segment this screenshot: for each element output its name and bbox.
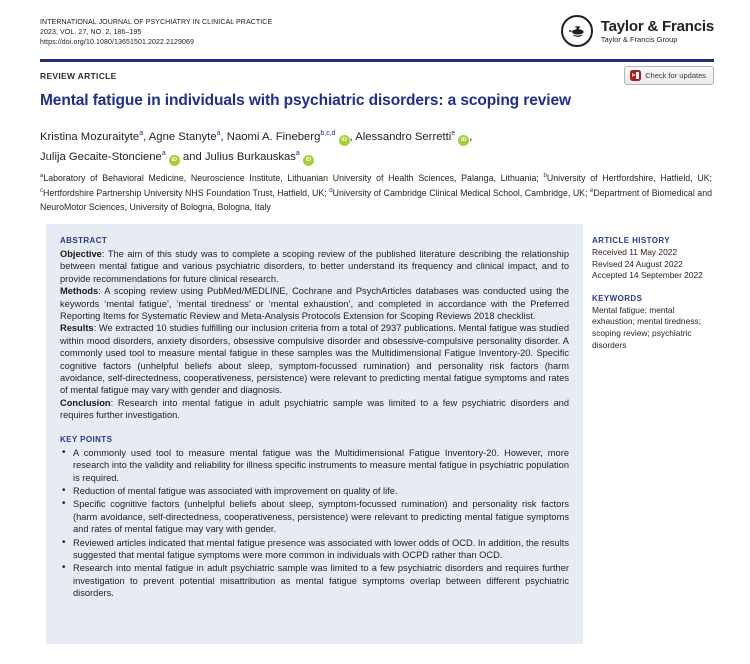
abstract-conclusion (60, 397, 569, 422)
affiliations (40, 170, 712, 214)
journal-issue: 2023, VOL. 27, NO. 2, 186–195 (40, 29, 142, 36)
article-history (592, 236, 712, 282)
history-accepted: Accepted 14 September 2022 (592, 270, 703, 281)
author-affil-sup: e (451, 130, 456, 137)
affiliation-text: Hertfordshire Partnership University NHS Foundation Trust, Hatfield, UK; (43, 188, 330, 199)
author-line-2 (40, 146, 700, 166)
abstract-lead: Methods (60, 286, 99, 297)
abstract-objective (60, 248, 569, 285)
abstract-box (46, 224, 583, 644)
publisher-name: Taylor & Francis (600, 17, 714, 35)
abstract-methods (60, 285, 569, 322)
page-title: Mental fatigue in individuals with psychiatric disorders: a scoping review (40, 92, 571, 109)
article-type-label: REVIEW ARTICLE (40, 71, 117, 81)
affiliation-text: University of Cambridge Clinical Medical School, Cambridge, UK; (332, 188, 591, 199)
affiliation-sup: a (40, 173, 44, 179)
key-point-item: • Specific cognitive factors (unhelpful beliefs about sleep, symptom-focussed rumination) and personality risk factors (harm avoidance, self-directedness, cooperativeness, persistence) were relevant to predicting mental fatigue symptoms and rates of mental fatigue may vary with gender. (60, 498, 569, 535)
taylor-francis-logo (561, 15, 714, 47)
journal-name: INTERNATIONAL JOURNAL OF PSYCHIATRY IN CLINICAL PRACTICE (40, 19, 273, 26)
key-points-heading: KEY POINTS (60, 434, 113, 444)
crossmark-icon (630, 70, 641, 81)
author-separator: , (143, 130, 149, 143)
article-meta-sidebar (592, 236, 712, 351)
orcid-icon[interactable]: iD (169, 155, 180, 166)
key-points-list (60, 447, 569, 600)
author-separator: , (220, 130, 227, 143)
publisher-group: Taylor & Francis Group (600, 34, 678, 44)
author-name: Kristina Mozuraityte (40, 130, 140, 143)
key-point-item: • Research into mental fatigue in adult psychiatric sample was limited to a few psychiatric disorders and requires further investigation to prevent potential misattribution as mental fatigue symptoms overlap between different psychiatric disorders. (60, 562, 569, 599)
check-for-updates-button[interactable] (624, 66, 714, 85)
abstract-lead: Objective (60, 249, 102, 259)
keywords-text: Mental fatigue; mental exhaustion; mental tiredness; scoping review; psychiatric disorders (592, 304, 701, 350)
abstract-lead: Results (60, 323, 94, 334)
author-name: Julius Burkauskas (204, 150, 296, 163)
author-separator: , (349, 130, 356, 143)
author-name: Naomi A. Fineberg (226, 130, 321, 143)
affiliation-sup: e (590, 188, 594, 195)
affiliation-sup: d (329, 188, 333, 195)
affiliation-text: Department of Biomedical and NeuroMotor Sciences, University of Bologna, Bologna, Italy (40, 188, 712, 212)
author-affil-sup: a (216, 130, 221, 137)
affiliation-sup: c (40, 188, 43, 195)
journal-info (40, 18, 272, 48)
abstract-heading: ABSTRACT (60, 236, 108, 245)
taylor-francis-logo-icon (561, 15, 593, 47)
doi-link[interactable]: https://doi.org/10.1080/13651501.2022.2129069 (40, 39, 194, 46)
abstract-results (60, 322, 569, 396)
abstract-text: : We extracted 10 studies fulfilling our inclusion criteria from a total of 2937 publications. Mental fatigue was studied within mood disorders, anxiety disorders, obsessive compulsive disorder and obsessive-compulsive personality disorder. A commonly used tool to measure mental fatigue in these samples was the Multidimensional Fatigue Inventory-20. Specific cognitive factors (unhelpful beliefs about sleep, symptom-focussed rumination) and personality risk factors (harm avoidance, self-directedness, cooperativeness, persistence) were relevant to predicting mental fatigue symptoms and rates of mental fatigue may vary with gender and diagnosis. (60, 323, 569, 396)
lamp-icon (567, 24, 587, 38)
author-affil-sup: a (139, 130, 144, 137)
key-point-item: • A commonly used tool to measure mental fatigue was the Multidimensional Fatigue Inventory-20. However, more research into the validity and reliability for illness specific instruments to measure mental fatigue in psychiatric population is required. (60, 447, 569, 484)
abstract-lead: Conclusion (60, 397, 111, 408)
author-line-1 (40, 126, 700, 146)
affiliation-text: Laboratory of Behavioral Medicine, Neuroscience Institute, Lithuanian University of Health Sciences, Palanga, Lithuania; (43, 172, 544, 183)
header-divider (40, 59, 714, 62)
author-list (40, 126, 700, 166)
author-separator: , (469, 130, 473, 143)
orcid-icon[interactable]: iD (303, 155, 314, 166)
orcid-icon[interactable]: iD (458, 135, 469, 146)
abstract-text: : Research into mental fatigue in adult psychiatric sample was limited to a few psychiatric disorders and requires further investigation. (60, 397, 569, 421)
history-received: Received 11 May 2022 (592, 247, 678, 257)
history-revised: Revised 24 August 2022 (592, 258, 683, 269)
abstract-text: : The aim of this study was to complete a scoping review of the published literature describing the relationship between mental fatigue and various psychiatric disorders, to better understand its frequency and clinical impact, and to provide recommendations for future clinical research. (60, 249, 569, 284)
author-name: Agne Stanyte (148, 130, 217, 143)
key-point-item: • Reduction of mental fatigue was associated with improvement on quality of life. (60, 485, 569, 497)
author-name: Julija Gecaite-Stonciene (40, 150, 162, 163)
affiliation-text: University of Hertfordshire, Hatfield, UK; (546, 172, 713, 183)
author-name: Alessandro Serretti (355, 130, 452, 143)
article-history-heading: ARTICLE HISTORY (592, 236, 671, 245)
key-point-item: • Reviewed articles indicated that mental fatigue presence was associated with lower odds of OCD. In addition, the results suggested that mental fatigue symptoms were more common in individuals with OCPD rather than OCD. (60, 537, 569, 562)
author-affil-sup: a (295, 149, 300, 157)
taylor-francis-logo-text (601, 19, 714, 44)
author-affil-sup: b,c,d (320, 130, 336, 137)
orcid-icon[interactable]: iD (339, 135, 350, 146)
author-separator: and (179, 150, 205, 163)
keywords-block (592, 294, 712, 351)
keywords-heading: KEYWORDS (592, 293, 643, 303)
check-for-updates-label: Check for updates (645, 71, 706, 80)
author-affil-sup: a (161, 149, 166, 157)
abstract-text: : A scoping review using PubMed/MEDLINE, Cochrane and PsychArticles databases was conducted using the keywords ‘mental fatigue’, ‘mental tiredness’ or ‘mental exhaustion’, and completed in accordance with the Preferred Reporting Items for Systematic Review and Meta-Analysis Protocols Extension for Scoping Reviews 2018 checklist. (60, 286, 569, 322)
affiliation-sup: b (543, 173, 547, 179)
